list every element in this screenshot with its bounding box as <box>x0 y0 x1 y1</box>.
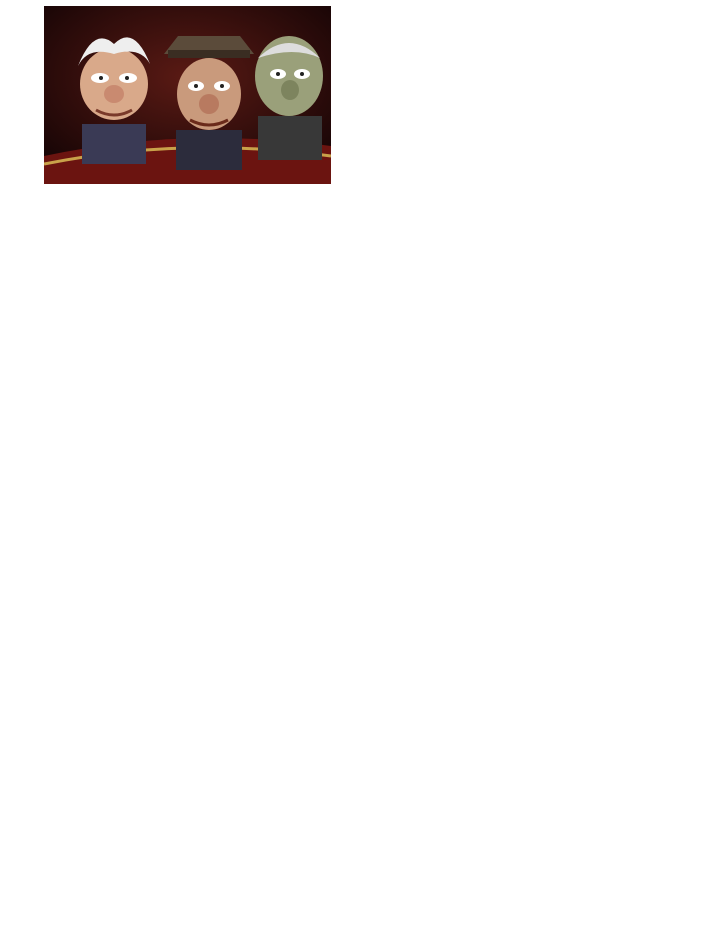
vertical-title <box>0 236 44 936</box>
muppets-photo <box>44 6 331 184</box>
muppets-illustration <box>44 6 331 184</box>
